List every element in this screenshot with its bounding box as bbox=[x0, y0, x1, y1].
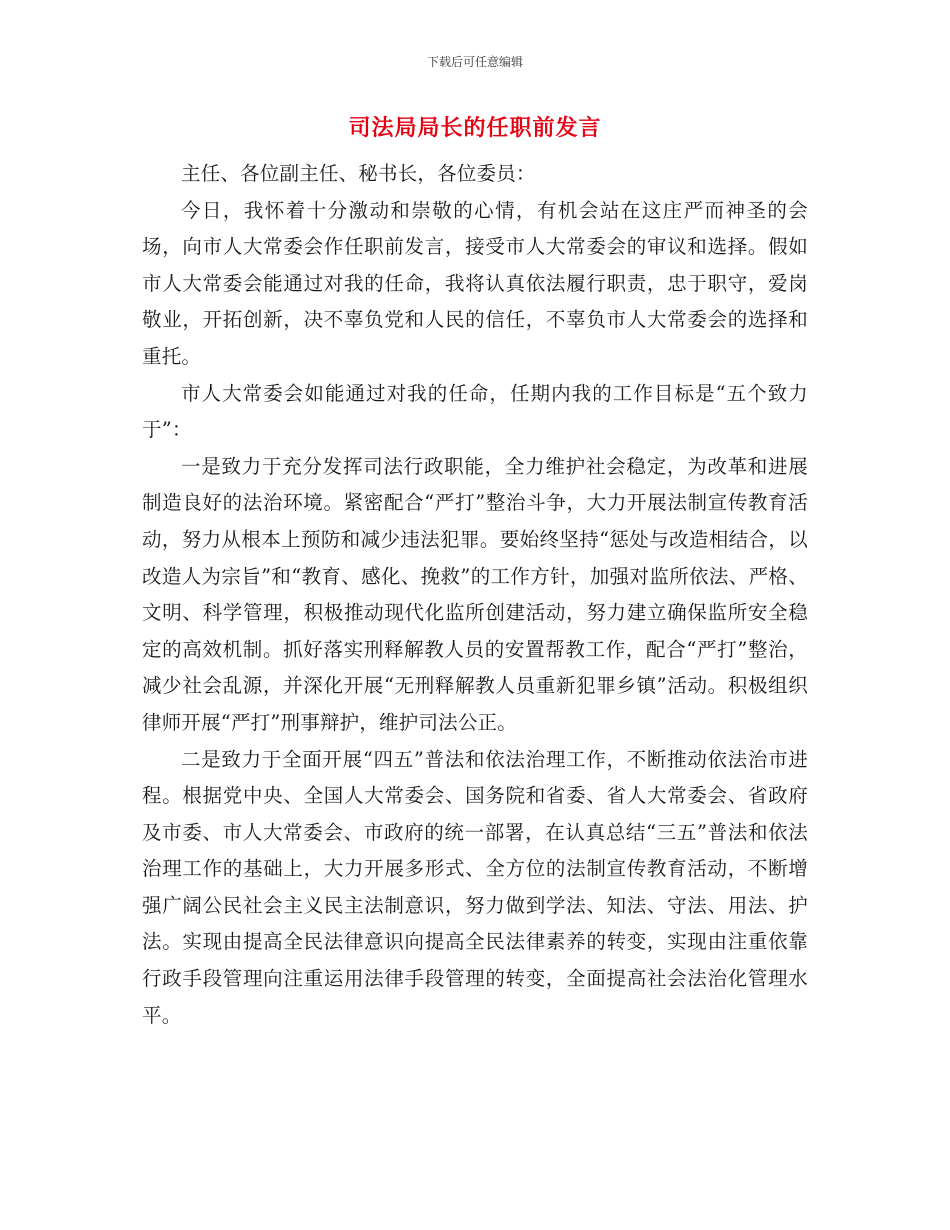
body-paragraph: 一是致力于充分发挥司法行政职能，全力维护社会稳定，为改革和进展制造良好的法治环境。紧密配合“严打”整治斗争，大力开展法制宣传教育活动，努力从根本上预防和减少违法犯罪。要始终坚持“惩处与改造相结合，以改造人为宗旨”和“教育、感化、挽救”的工作方针，加强对监所依法、严格、文明、科学管理，积极推动现代化监所创建活动，努力建立确保监所安全稳定的高效机制。抓好落实刑释解教人员的安置帮教工作，配合“严打”整治，减少社会乱源，并深化开展“无刑释解教人员重新犯罪乡镇”活动。积极组织律师开展“严打”刑事辩护，维护司法公正。 bbox=[142, 454, 808, 734]
body-paragraph: 市人大常委会如能通过对我的任命，任期内我的工作目标是“五个致力于”： bbox=[142, 381, 808, 442]
header-note: 下载后可任意编辑 bbox=[426, 55, 523, 69]
document-title: 司法局局长的任职前发言 bbox=[348, 116, 602, 141]
body-paragraph: 二是致力于全面开展“四五”普法和依法治理工作，不断推动依法治市进程。根据党中央、全国人大常委会、国务院和省委、省人大常委会、省政府及市委、市人大常委会、市政府的统一部署，在认真总结“三五”普法和依法治理工作的基础上，大力开展多形式、全方位的法制宣传教育活动，不断增强广阔公民社会主义民主法制意识，努力做到学法、知法、守法、用法、护法。实现由提高全民法律意识向提高全民法律素养的转变，实现由注重依靠行政手段管理向注重运用法律手段管理的转变，全面提高社会法治化管理水平。 bbox=[142, 747, 808, 1027]
body-paragraph: 今日，我怀着十分激动和崇敬的心情，有机会站在这庄严而神圣的会场，向市人大常委会作任职前发言，接受市人大常委会的审议和选择。假如市人大常委会能通过对我的任命，我将认真依法履行职责，忠于职守，爱岗敬业，开拓创新，决不辜负党和人民的信任，不辜负市人大常委会的选择和重托。 bbox=[142, 198, 808, 368]
document-body bbox=[142, 156, 808, 1034]
salutation-paragraph: 主任、各位副主任、秘书长，各位委员： bbox=[181, 162, 536, 185]
